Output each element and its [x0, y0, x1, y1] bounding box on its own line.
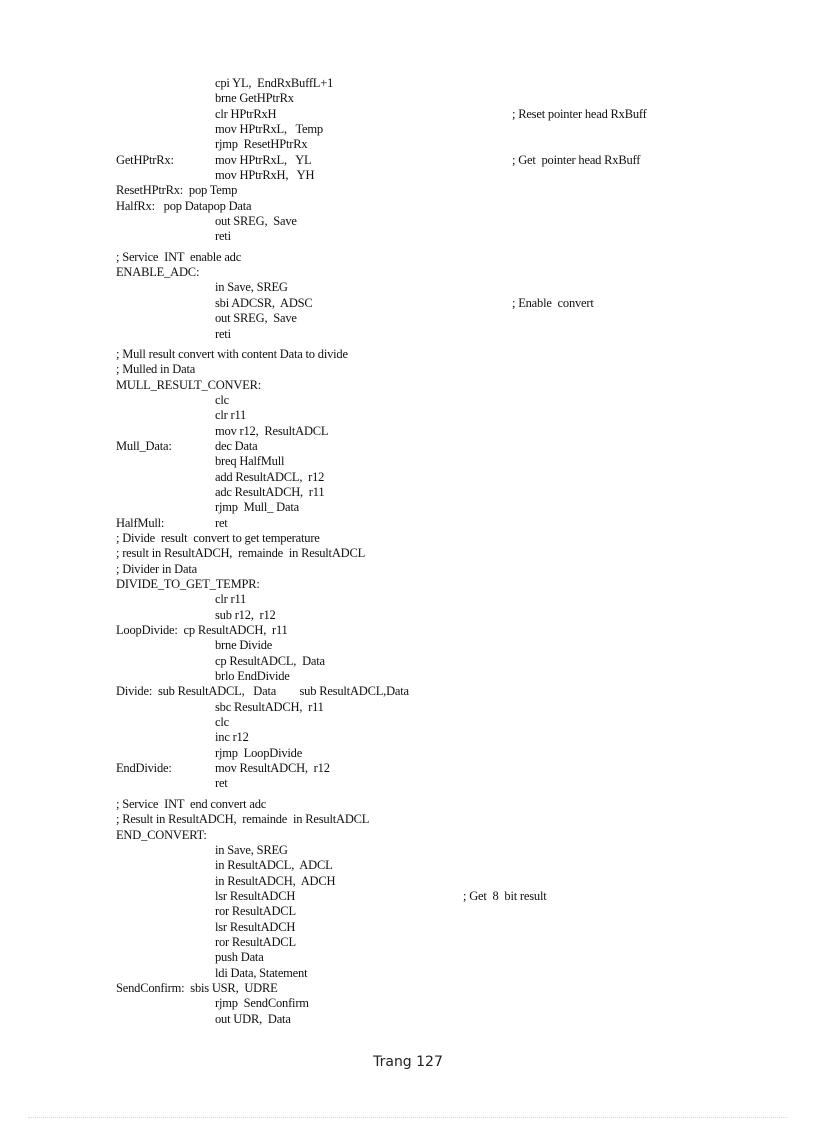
code-instruction: ret: [215, 776, 228, 791]
code-instruction: out SREG, Save: [215, 214, 297, 229]
code-label: SendConfirm: sbis USR, UDRE: [116, 980, 278, 995]
code-instruction: brlo EndDivide: [215, 669, 290, 684]
code-line: [0, 424, 816, 439]
code-line: [0, 199, 816, 214]
code-label: GetHPtrRx:: [116, 152, 174, 167]
code-label: HalfMull:: [116, 515, 165, 530]
code-line: [0, 531, 816, 546]
code-label: ; Divide result convert to get temperature: [116, 530, 320, 545]
code-line: [0, 1012, 816, 1027]
code-line: [0, 797, 816, 812]
code-line: [0, 700, 816, 715]
code-line: [0, 168, 816, 183]
code-line: [0, 715, 816, 730]
code-line: [0, 920, 816, 935]
code-line: [0, 454, 816, 469]
code-line: [0, 408, 816, 423]
code-label: ; Mulled in Data: [116, 362, 196, 377]
code-label: ; Result in ResultADCH, remainde in ResultADCL: [116, 812, 370, 827]
code-line: [0, 546, 816, 561]
code-line: [0, 889, 816, 904]
code-line: [0, 485, 816, 500]
code-label: EndDivide:: [116, 761, 172, 776]
code-line: [0, 229, 816, 244]
code-label: Divide: sub ResultADCL, Data sub ResultADCL,Data: [116, 684, 409, 699]
code-instruction: in ResultADCH, ADCH: [215, 873, 336, 888]
code-instruction: sbi ADCSR, ADSC: [215, 295, 313, 310]
code-instruction: in Save, SREG: [215, 842, 288, 857]
code-label: ; Divider in Data: [116, 561, 197, 576]
code-instruction: ldi Data, Statement: [215, 965, 308, 980]
code-instruction: clc: [215, 715, 229, 730]
code-line: [0, 950, 816, 965]
code-line: [0, 91, 816, 106]
code-line: [0, 500, 816, 515]
code-line: [0, 265, 816, 280]
code-line: [0, 746, 816, 761]
code-instruction: inc r12: [215, 730, 249, 745]
code-instruction: ror ResultADCL: [215, 904, 296, 919]
code-comment: ; Reset pointer head RxBuff: [512, 106, 647, 121]
code-comment: ; Get 8 bit result: [463, 888, 547, 903]
code-line: [0, 996, 816, 1011]
code-instruction: lsr ResultADCH: [215, 919, 296, 934]
code-instruction: mov HPtrRxL, Temp: [215, 122, 323, 137]
code-instruction: cpi YL, EndRxBuffL+1: [215, 76, 334, 90]
code-instruction: rjmp Mull_ Data: [215, 500, 299, 515]
code-instruction: reti: [215, 326, 231, 341]
code-instruction: dec Data: [215, 438, 258, 453]
code-label: END_CONVERT:: [116, 827, 207, 842]
code-instruction: lsr ResultADCH: [215, 888, 296, 903]
code-line: [0, 592, 816, 607]
code-instruction: clr r11: [215, 592, 247, 607]
code-label: LoopDivide: cp ResultADCH, r11: [116, 623, 288, 638]
page-bottom-divider: [28, 1117, 788, 1118]
code-instruction: mov r12, ResultADCL: [215, 423, 329, 438]
code-instruction: rjmp ResetHPtrRx: [215, 137, 308, 152]
code-label: ENABLE_ADC:: [116, 265, 200, 280]
code-instruction: cp ResultADCL, Data: [215, 653, 325, 668]
code-label: Mull_Data:: [116, 438, 172, 453]
code-instruction: sub r12, r12: [215, 607, 276, 622]
code-instruction: ror ResultADCL: [215, 934, 296, 949]
code-label: HalfRx: pop Datapop Data: [116, 198, 252, 213]
code-line: [0, 347, 816, 362]
code-line: [0, 311, 816, 326]
code-line: [0, 393, 816, 408]
code-instruction: clc: [215, 392, 229, 407]
code-line: [0, 439, 816, 454]
code-line: [0, 122, 816, 137]
code-line: [0, 280, 816, 295]
code-line: [0, 296, 816, 311]
code-line: [0, 654, 816, 669]
code-comment: ; Get pointer head RxBuff: [512, 152, 641, 167]
code-instruction: rjmp LoopDivide: [215, 745, 303, 760]
code-line: [0, 761, 816, 776]
code-instruction: in ResultADCL, ADCL: [215, 858, 333, 873]
code-line: [0, 577, 816, 592]
code-instruction: reti: [215, 229, 231, 244]
code-instruction: mov HPtrRxL, YL: [215, 152, 312, 167]
code-label: ; Mull result convert with content Data to divide: [116, 346, 348, 361]
page-number: Trang 127: [373, 1054, 443, 1070]
code-instruction: breq HalfMull: [215, 454, 285, 469]
code-line: [0, 214, 816, 229]
code-line: [0, 776, 816, 791]
code-line: [0, 362, 816, 377]
code-instruction: push Data: [215, 950, 264, 965]
code-instruction: clr HPtrRxH: [215, 106, 277, 121]
code-instruction: ret: [215, 515, 228, 530]
code-line: [0, 904, 816, 919]
code-line: [0, 562, 816, 577]
code-line: [0, 137, 816, 152]
code-comment: ; Enable convert: [512, 295, 594, 310]
code-label: ; result in ResultADCH, remainde in ResultADCL: [116, 546, 366, 561]
code-instruction: brne GetHPtrRx: [215, 91, 294, 106]
code-line: [0, 623, 816, 638]
code-line: [0, 730, 816, 745]
code-instruction: out SREG, Save: [215, 311, 297, 326]
code-line: [0, 966, 816, 981]
code-instruction: sbc ResultADCH, r11: [215, 699, 324, 714]
code-label: ResetHPtrRx: pop Temp: [116, 183, 238, 198]
code-label: ; Service INT enable adc: [116, 249, 242, 264]
code-line: [0, 608, 816, 623]
code-label: ; Service INT end convert adc: [116, 796, 267, 811]
code-label: DIVIDE_TO_GET_TEMPR:: [116, 577, 260, 591]
code-line: [0, 858, 816, 873]
code-line: [0, 378, 816, 393]
code-line: [0, 843, 816, 858]
code-instruction: adc ResultADCH, r11: [215, 484, 325, 499]
code-instruction: brne Divide: [215, 638, 273, 653]
code-instruction: mov HPtrRxH, YH: [215, 168, 315, 183]
code-instruction: in Save, SREG: [215, 280, 288, 295]
code-line: [0, 327, 816, 342]
assembly-code-listing: [0, 76, 816, 1027]
code-line: [0, 183, 816, 198]
code-instruction: out UDR, Data: [215, 1011, 291, 1026]
code-line: [0, 981, 816, 996]
code-instruction: add ResultADCL, r12: [215, 469, 325, 484]
code-line: [0, 107, 816, 122]
code-line: [0, 684, 816, 699]
code-line: [0, 828, 816, 843]
code-line: [0, 250, 816, 265]
code-line: [0, 153, 816, 168]
code-line: [0, 935, 816, 950]
code-line: [0, 516, 816, 531]
code-line: [0, 638, 816, 653]
code-line: [0, 669, 816, 684]
code-instruction: rjmp SendConfirm: [215, 996, 309, 1011]
code-line: [0, 812, 816, 827]
code-line: [0, 76, 816, 91]
code-instruction: mov ResultADCH, r12: [215, 761, 330, 776]
code-line: [0, 874, 816, 889]
code-instruction: clr r11: [215, 408, 247, 423]
code-label: MULL_RESULT_CONVER:: [116, 377, 262, 392]
code-line: [0, 470, 816, 485]
